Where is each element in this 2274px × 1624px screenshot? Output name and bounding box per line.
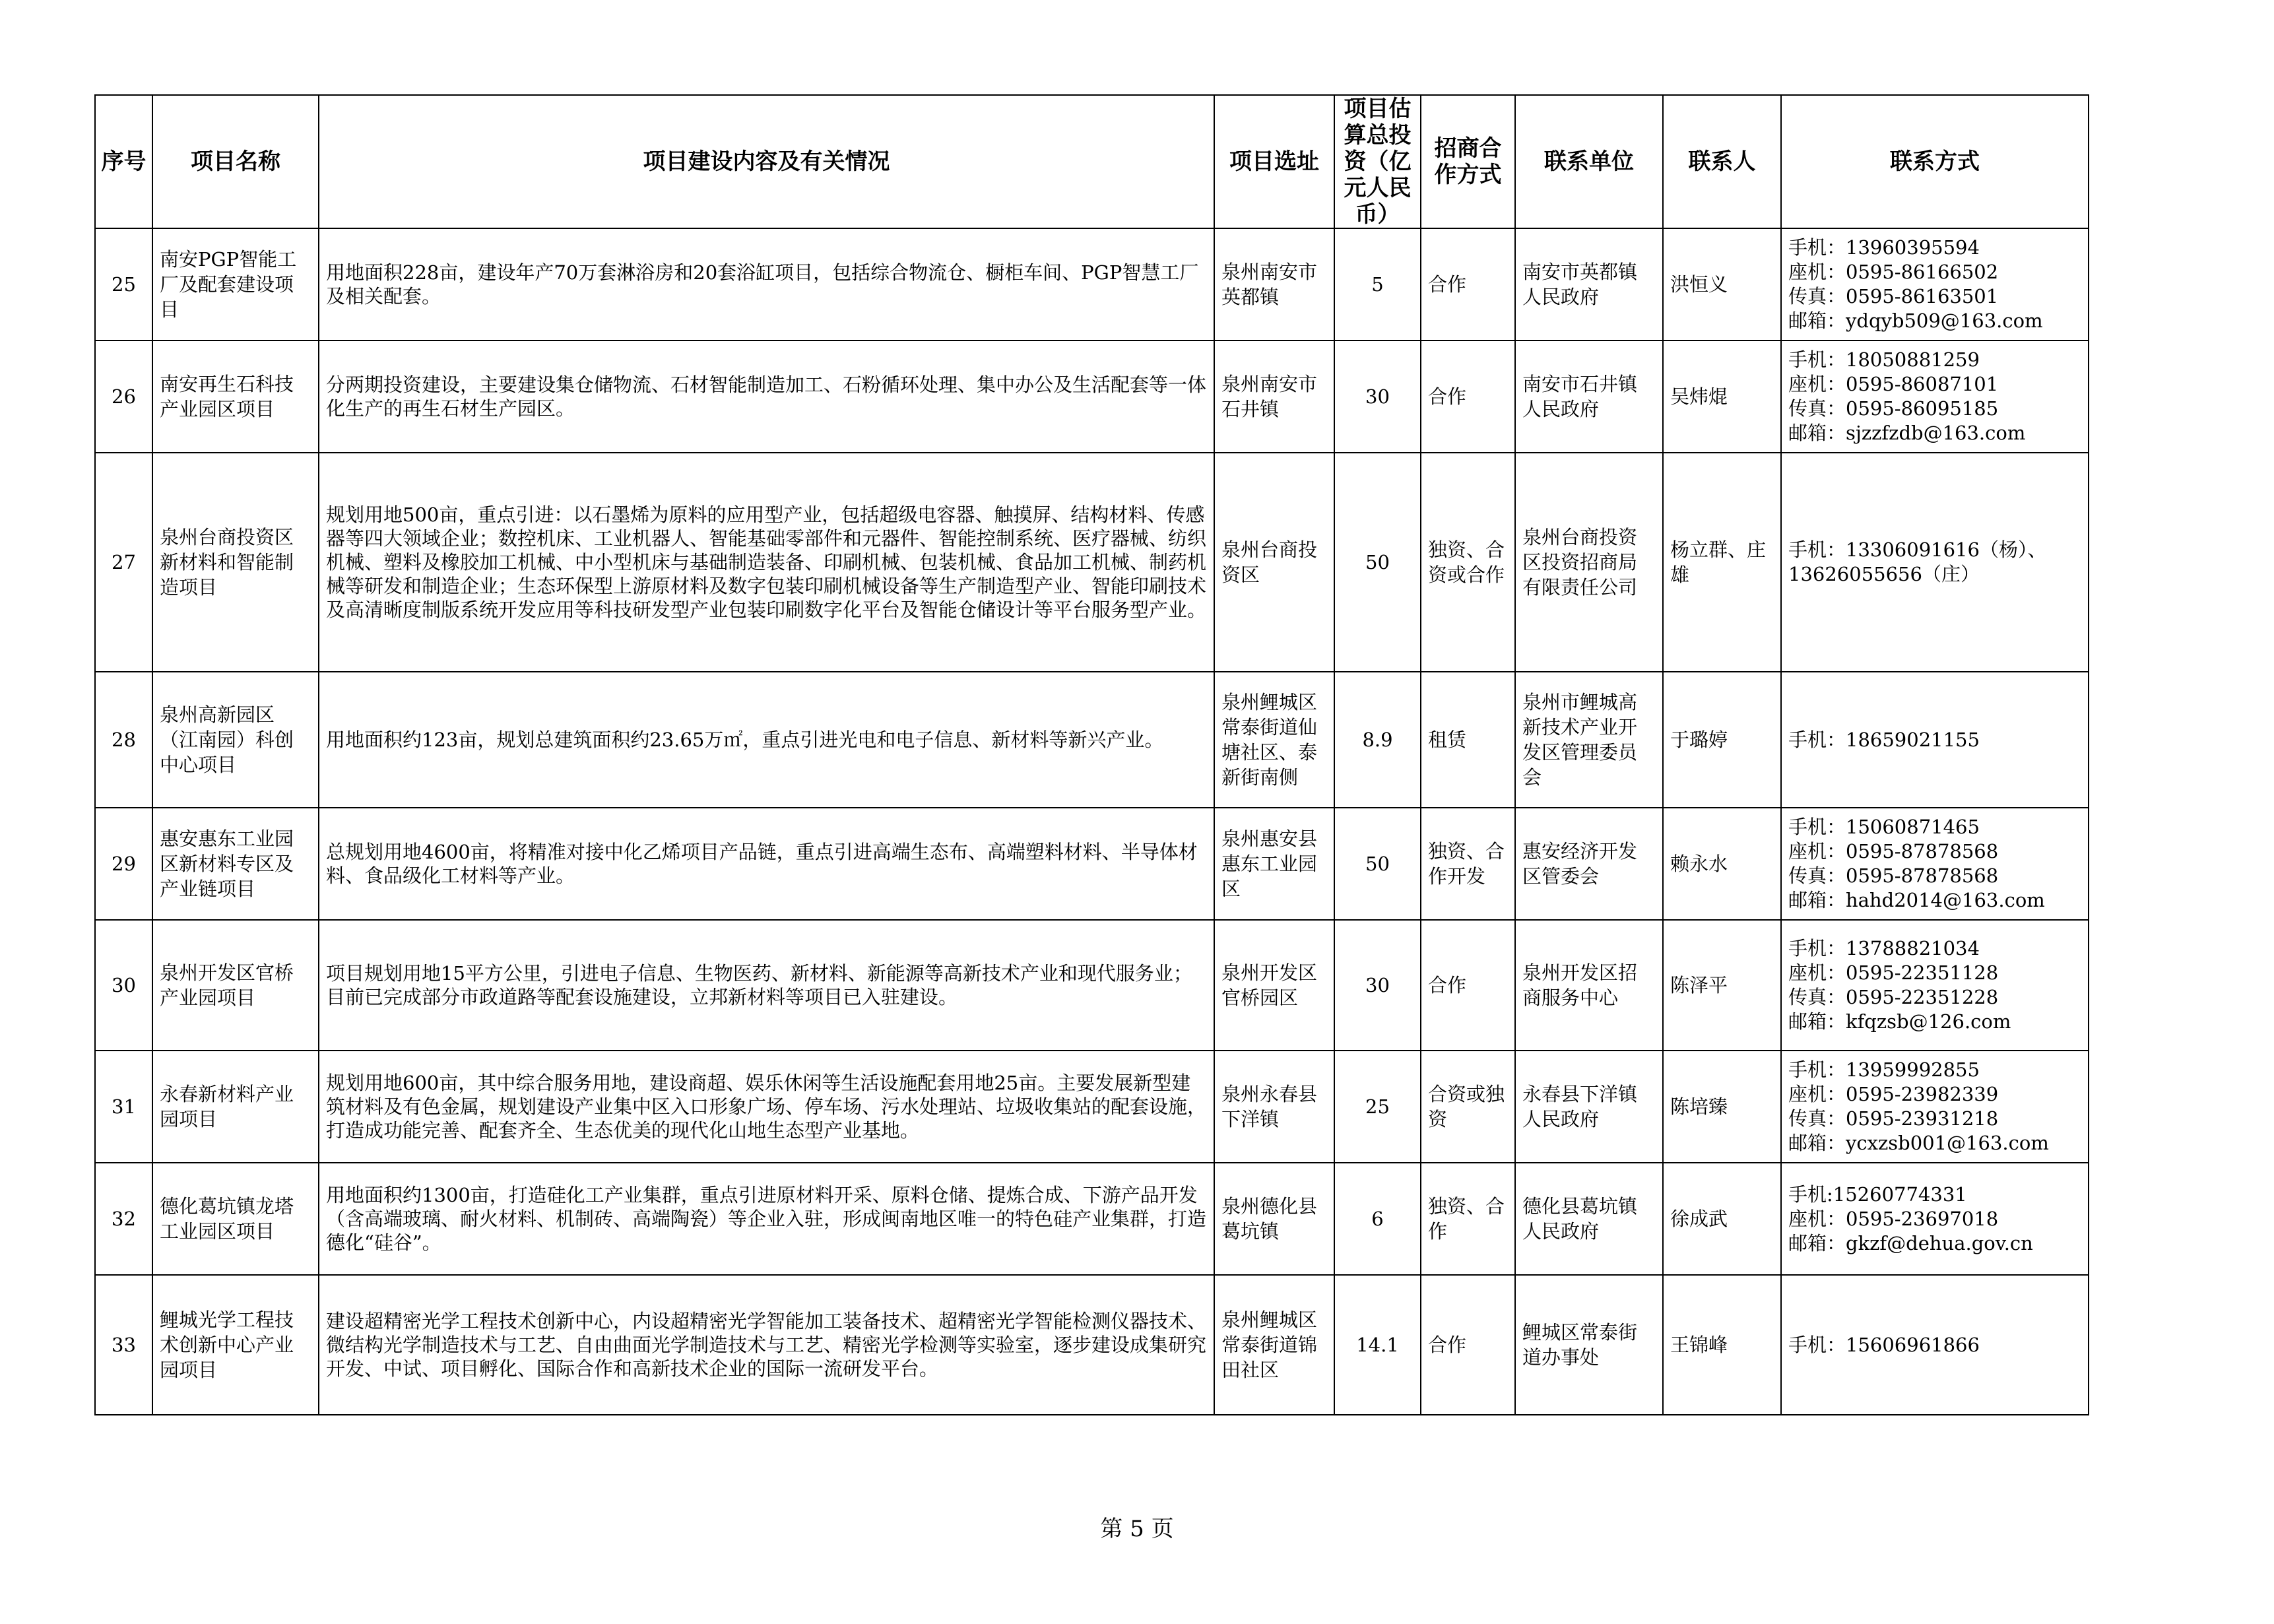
page-number: 第 5 页 — [1100, 1516, 1174, 1542]
contact-line: 手机：15060871465 — [1788, 816, 1980, 838]
contact-line: 座机：0595-23697018 — [1788, 1207, 1999, 1230]
header-person: 联系人 — [1663, 95, 1781, 228]
project-location: 泉州德化县葛坑镇 — [1214, 1163, 1334, 1275]
contact-line: 手机：18050881259 — [1788, 348, 1980, 371]
contact-line: 手机：13959992855 — [1788, 1058, 1980, 1081]
project-content: 用地面积约123亩，规划总建筑面积约23.65万㎡，重点引进光电和电子信息、新材料等新兴产业。 — [319, 672, 1214, 808]
contact-line: 手机：13788821034 — [1788, 937, 1980, 959]
project-investment: 8.9 — [1334, 672, 1421, 808]
cooperation-mode: 独资、合资或合作 — [1421, 453, 1515, 672]
contact-line: 邮箱：ydqyb509@163.com — [1788, 309, 2043, 332]
contact-person: 赖永水 — [1663, 808, 1781, 920]
row-number: 30 — [95, 920, 152, 1051]
contact-info — [1781, 341, 2089, 453]
project-name: 惠安惠东工业园区新材料专区及产业链项目 — [152, 808, 319, 920]
row-number: 31 — [95, 1051, 152, 1163]
cooperation-mode: 独资、合作 — [1421, 1163, 1515, 1275]
header-mode: 招商合作方式 — [1421, 95, 1515, 228]
contact-unit: 德化县葛坑镇人民政府 — [1515, 1163, 1663, 1275]
cooperation-mode: 租赁 — [1421, 672, 1515, 808]
contact-person: 徐成武 — [1663, 1163, 1781, 1275]
row-number: 26 — [95, 341, 152, 453]
contact-info — [1781, 672, 2089, 808]
header-contact: 联系方式 — [1781, 95, 2089, 228]
cooperation-mode: 合作 — [1421, 228, 1515, 341]
header-no: 序号 — [95, 95, 152, 228]
contact-unit: 鲤城区常泰街道办事处 — [1515, 1275, 1663, 1415]
project-location: 泉州永春县下洋镇 — [1214, 1051, 1334, 1163]
row-number: 33 — [95, 1275, 152, 1415]
table-row — [95, 1275, 2089, 1415]
project-content: 分两期投资建设，主要建设集仓储物流、石材智能制造加工、石粉循环处理、集中办公及生活配套等一体化生产的再生石材生产园区。 — [319, 341, 1214, 453]
project-location: 泉州南安市石井镇 — [1214, 341, 1334, 453]
contact-person: 于璐婷 — [1663, 672, 1781, 808]
project-table — [94, 94, 2089, 1415]
project-investment: 6 — [1334, 1163, 1421, 1275]
project-location: 泉州鲤城区常泰街道仙塘社区、泰新街南侧 — [1214, 672, 1334, 808]
project-content: 项目规划用地15平方公里，引进电子信息、生物医药、新材料、新能源等高新技术产业和现代服务业；目前已完成部分市政道路等配套设施建设，立邦新材料等项目已入驻建设。 — [319, 920, 1214, 1051]
contact-line: 传真：0595-86095185 — [1788, 397, 1999, 420]
project-investment: 50 — [1334, 808, 1421, 920]
project-investment: 14.1 — [1334, 1275, 1421, 1415]
contact-line: 座机：0595-87878568 — [1788, 840, 1999, 862]
row-number: 27 — [95, 453, 152, 672]
project-investment: 5 — [1334, 228, 1421, 341]
project-investment: 50 — [1334, 453, 1421, 672]
contact-line: 传真：0595-87878568 — [1788, 864, 1999, 887]
project-name: 泉州高新园区（江南园）科创中心项目 — [152, 672, 319, 808]
project-name: 鲤城光学工程技术创新中心产业园项目 — [152, 1275, 319, 1415]
contact-info — [1781, 1051, 2089, 1163]
contact-unit: 南安市石井镇人民政府 — [1515, 341, 1663, 453]
contact-info — [1781, 1163, 2089, 1275]
contact-person: 王锦峰 — [1663, 1275, 1781, 1415]
table-row — [95, 1051, 2089, 1163]
contact-line: 邮箱：kfqzsb@126.com — [1788, 1010, 2011, 1033]
contact-line: 邮箱：sjzzfzdb@163.com — [1788, 422, 2026, 444]
project-investment: 25 — [1334, 1051, 1421, 1163]
header-location: 项目选址 — [1214, 95, 1334, 228]
contact-line: 手机：15606961866 — [1788, 1333, 1980, 1356]
project-name: 泉州台商投资区新材料和智能制造项目 — [152, 453, 319, 672]
contact-person: 杨立群、庄雄 — [1663, 453, 1781, 672]
contact-unit: 泉州台商投资区投资招商局有限责任公司 — [1515, 453, 1663, 672]
cooperation-mode: 合作 — [1421, 1275, 1515, 1415]
contact-person: 陈培臻 — [1663, 1051, 1781, 1163]
contact-info — [1781, 920, 2089, 1051]
row-number: 28 — [95, 672, 152, 808]
project-location: 泉州台商投资区 — [1214, 453, 1334, 672]
project-content: 规划用地600亩，其中综合服务用地，建设商超、娱乐休闲等生活设施配套用地25亩。主要发展新型建筑材料及有色金属，规划建设产业集中区入口形象广场、停车场、污水处理站、垃圾收集站的配套设施，打造成功能完善、配套齐全、生态优美的现代化山地生态型产业基地。 — [319, 1051, 1214, 1163]
contact-info — [1781, 228, 2089, 341]
contact-info — [1781, 1275, 2089, 1415]
contact-person: 吴炜焜 — [1663, 341, 1781, 453]
contact-line: 手机:15260774331 — [1788, 1183, 1967, 1206]
contact-info — [1781, 808, 2089, 920]
row-number: 25 — [95, 228, 152, 341]
header-name: 项目名称 — [152, 95, 319, 228]
project-name: 泉州开发区官桥产业园项目 — [152, 920, 319, 1051]
table-row — [95, 341, 2089, 453]
project-content: 建设超精密光学工程技术创新中心，内设超精密光学智能加工装备技术、超精密光学智能检测仪器技术、微结构光学制造技术与工艺、自由曲面光学制造技术与工艺、精密光学检测等实验室，逐步建设成集研究开发、中试、项目孵化、国际合作和高新技术企业的国际一流研发平台。 — [319, 1275, 1214, 1415]
table-row — [95, 672, 2089, 808]
project-name: 南安再生石科技产业园区项目 — [152, 341, 319, 453]
project-name: 永春新材料产业园项目 — [152, 1051, 319, 1163]
contact-line: 传真：0595-22351228 — [1788, 986, 1999, 1008]
cooperation-mode: 合资或独资 — [1421, 1051, 1515, 1163]
contact-line: 邮箱：ycxzsb001@163.com — [1788, 1132, 2049, 1154]
project-name: 南安PGP智能工厂及配套建设项目 — [152, 228, 319, 341]
contact-unit: 泉州开发区招商服务中心 — [1515, 920, 1663, 1051]
contact-unit: 永春县下洋镇人民政府 — [1515, 1051, 1663, 1163]
contact-line: 座机：0595-86166502 — [1788, 261, 1999, 283]
contact-unit: 泉州市鲤城高新技术产业开发区管理委员会 — [1515, 672, 1663, 808]
header-unit: 联系单位 — [1515, 95, 1663, 228]
row-number: 29 — [95, 808, 152, 920]
contact-unit: 南安市英都镇人民政府 — [1515, 228, 1663, 341]
project-content: 用地面积228亩，建设年产70万套淋浴房和20套浴缸项目，包括综合物流仓、橱柜车间、PGP智慧工厂及相关配套。 — [319, 228, 1214, 341]
contact-line: 座机：0595-86087101 — [1788, 373, 1999, 395]
cooperation-mode: 独资、合作开发 — [1421, 808, 1515, 920]
project-location: 泉州开发区官桥园区 — [1214, 920, 1334, 1051]
header-content: 项目建设内容及有关情况 — [319, 95, 1214, 228]
project-content: 用地面积约1300亩，打造硅化工产业集群，重点引进原材料开采、原料仓储、提炼合成、下游产品开发（含高端玻璃、耐火材料、机制砖、高端陶瓷）等企业入驻，形成闽南地区唯一的特色硅产业集群，打造德化“硅谷”。 — [319, 1163, 1214, 1275]
table-row — [95, 920, 2089, 1051]
contact-line: 邮箱：hahd2014@163.com — [1788, 889, 2045, 911]
contact-info — [1781, 453, 2089, 672]
project-location: 泉州南安市英都镇 — [1214, 228, 1334, 341]
cooperation-mode: 合作 — [1421, 920, 1515, 1051]
contact-person: 洪恒义 — [1663, 228, 1781, 341]
table-row — [95, 1163, 2089, 1275]
cooperation-mode: 合作 — [1421, 341, 1515, 453]
project-investment: 30 — [1334, 920, 1421, 1051]
contact-line: 座机：0595-22351128 — [1788, 961, 1999, 984]
header-investment: 项目估算总投资（亿元人民币） — [1334, 95, 1421, 228]
project-content: 规划用地500亩，重点引进：以石墨烯为原料的应用型产业，包括超级电容器、触摸屏、结构材料、传感器等四大领域企业；数控机床、工业机器人、智能基础零部件和元器件、智能控制系统、医疗器械、纺织机械、塑料及橡胶加工机械、中小型机床与基础制造装备、印刷机械、包装机械、食品加工机械、制药机械等研发和制造企业；生态环保型上游原材料及数字包装印刷机械设备等生产制造型产业、智能印刷技术及高清晰度制版系统开发应用等科技研发型产业包装印刷数字化平台及智能仓储设计等平台服务型产业。 — [319, 453, 1214, 672]
contact-line: 手机：18659021155 — [1788, 728, 1980, 751]
contact-line: 手机：13960395594 — [1788, 236, 1980, 259]
project-investment: 30 — [1334, 341, 1421, 453]
contact-unit: 惠安经济开发区管委会 — [1515, 808, 1663, 920]
project-location: 泉州鲤城区常泰街道锦田社区 — [1214, 1275, 1334, 1415]
project-name: 德化葛坑镇龙塔工业园区项目 — [152, 1163, 319, 1275]
contact-line: 传真：0595-23931218 — [1788, 1107, 1999, 1130]
project-content: 总规划用地4600亩，将精准对接中化乙烯项目产品链，重点引进高端生态布、高端塑料材料、半导体材料、食品级化工材料等产业。 — [319, 808, 1214, 920]
table-row — [95, 808, 2089, 920]
row-number: 32 — [95, 1163, 152, 1275]
contact-person: 陈泽平 — [1663, 920, 1781, 1051]
project-location: 泉州惠安县惠东工业园区 — [1214, 808, 1334, 920]
contact-line: 邮箱：gkzf@dehua.gov.cn — [1788, 1231, 2033, 1254]
table-row — [95, 453, 2089, 672]
contact-line: 座机：0595-23982339 — [1788, 1083, 1999, 1105]
table-header-row — [95, 95, 2089, 228]
table-body — [95, 228, 2089, 1415]
contact-line: 手机：13306091616（杨）、 — [1788, 538, 2047, 561]
contact-line: 传真：0595-86163501 — [1788, 285, 1999, 308]
contact-line: 13626055656（庄） — [1788, 563, 1980, 585]
table-row — [95, 228, 2089, 341]
